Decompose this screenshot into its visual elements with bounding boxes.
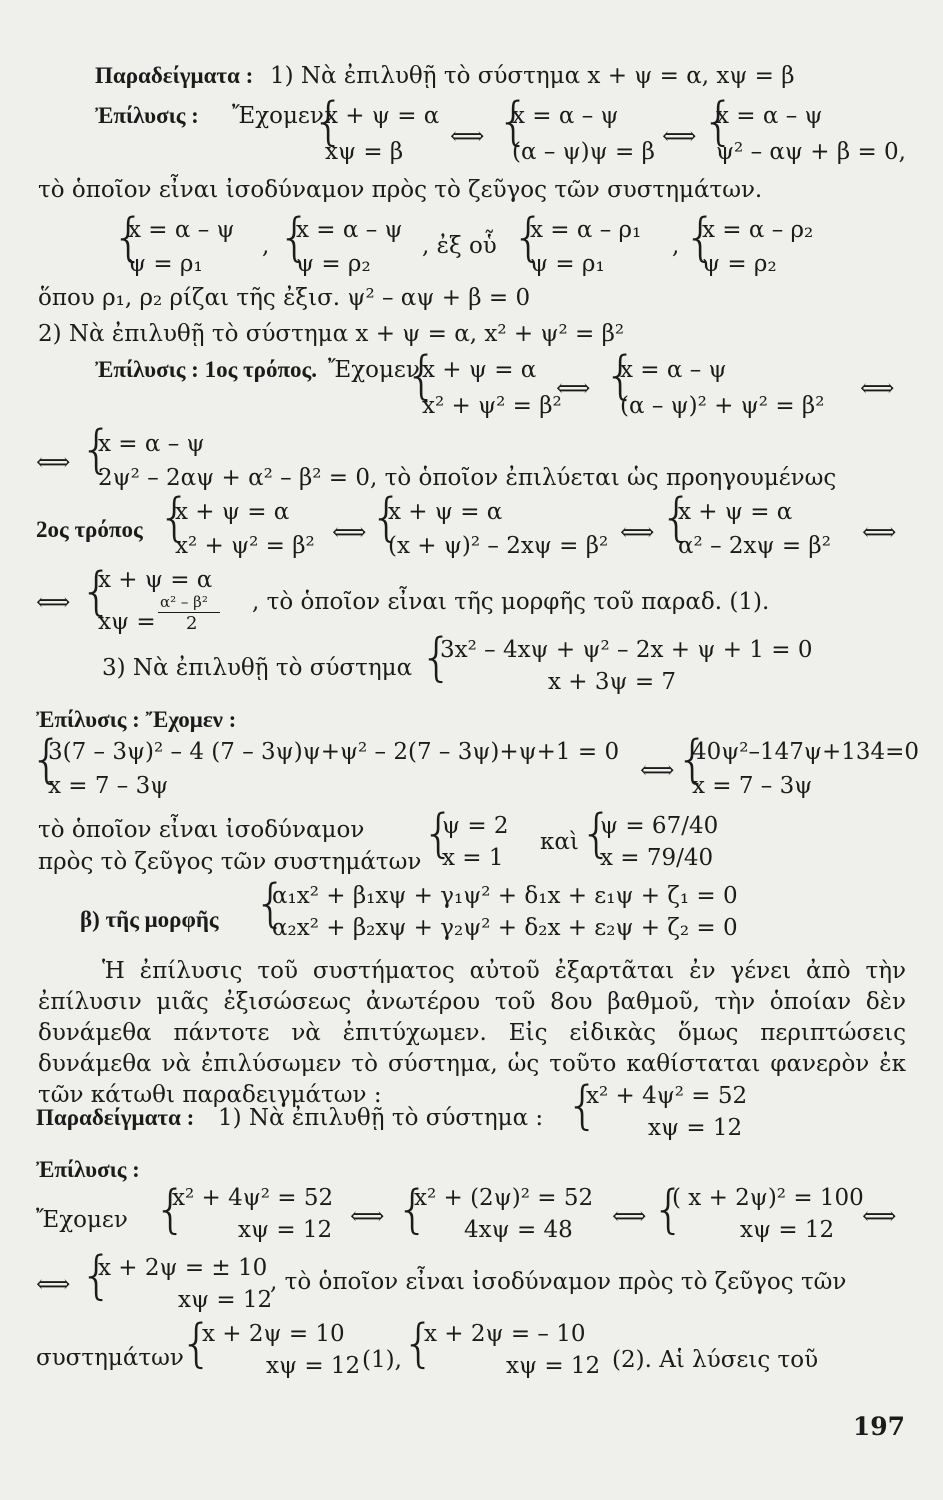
equivalence-arrow-icon: ⟺: [36, 448, 71, 476]
text-line: ὅπου ρ₁, ρ₂ ρίζαι τῆς ἐξισ. ψ² – αψ + β = 0: [38, 285, 531, 311]
equivalence-arrow-icon: ⟺: [662, 122, 697, 150]
brace: {: [660, 488, 694, 548]
equation: x² + ψ² = β²: [422, 393, 562, 419]
solution-heading: Ἐπίλυσις : Ἔχομεν :: [36, 707, 237, 732]
brace: {: [604, 346, 638, 406]
equivalence-arrow-icon: ⟺: [332, 518, 367, 546]
text-line: τὸ ὁποῖον εἶναι ἰσοδύναμον πρὸς τὸ ζεῦγος τῶν συστημάτων.: [38, 177, 763, 203]
examples-heading: Παραδείγματα :: [36, 1105, 195, 1130]
solution-method-1: Ἐπίλυσις : 1ος τρόπος.: [95, 357, 317, 382]
examples-heading: Παραδείγματα :: [95, 63, 254, 88]
brace: {: [370, 488, 404, 548]
brace: {: [402, 1314, 436, 1374]
equation: x + ψ = α: [325, 103, 440, 129]
text-we-have: Ἔχομεν: [232, 103, 324, 129]
equation: x = α – ψ: [128, 217, 235, 243]
equivalence-arrow-icon: ⟺: [350, 1202, 385, 1230]
equation: x = α – ρ₁: [530, 217, 642, 243]
equation: x = 1: [442, 845, 504, 871]
label-system-1: (1),: [362, 1347, 402, 1373]
brace: {: [80, 1246, 114, 1306]
equation: ψ² – αψ + β = 0,: [716, 139, 906, 165]
brace: {: [254, 874, 288, 934]
brace: {: [676, 730, 710, 790]
solution-method-2: 2ος τρόπος: [36, 517, 143, 542]
equation: x = α – ψ: [98, 431, 205, 457]
equation: x² + ψ² = β²: [175, 533, 315, 559]
text-we-have: Ἔχομεν: [328, 357, 420, 383]
brace: {: [312, 92, 346, 152]
brace: {: [80, 420, 114, 480]
equivalence-arrow-icon: ⟺: [862, 1202, 897, 1230]
text-line: (2). Αἱ λύσεις τοῦ: [612, 1347, 819, 1373]
equation: x = α – ψ: [716, 103, 823, 129]
brace: {: [702, 92, 736, 152]
brace: {: [652, 1180, 686, 1240]
equation: x = 79/40: [600, 845, 714, 871]
brace: {: [278, 208, 312, 268]
equation: x + ψ = α: [175, 499, 290, 525]
equation: (α – ψ)² + ψ² = β²: [620, 393, 825, 419]
text-line: πρὸς τὸ ζεῦγος τῶν συστημάτων: [38, 849, 422, 875]
brace: {: [154, 1180, 188, 1240]
equation: x + 2ψ = ± 10: [98, 1255, 268, 1281]
text-and: καὶ: [540, 829, 579, 855]
text-we-have: Ἔχομεν: [36, 1207, 128, 1233]
equation: x + 2ψ = – 10: [424, 1321, 586, 1347]
solution-heading: Ἐπίλυσις :: [95, 103, 199, 128]
equation: xψ = β: [325, 139, 404, 165]
equation: xψ =: [98, 609, 156, 635]
equation: 3(7 – 3ψ)² – 4 (7 – 3ψ)ψ+ψ² – 2(7 – 3ψ)+ψ+1 = 0: [48, 739, 620, 765]
equation: x = α – ψ: [620, 357, 727, 383]
equation: x² + 4ψ² = 52: [172, 1185, 334, 1211]
equation: xψ = 12: [506, 1353, 601, 1379]
brace: {: [580, 804, 614, 864]
equation: ψ = ρ₂: [296, 251, 371, 277]
equation: xψ = 12: [740, 1217, 835, 1243]
equation: x = α – ρ₂: [702, 217, 814, 243]
equation: x + ψ = α: [388, 499, 503, 525]
equation: 3x² – 4xψ + ψ² – 2x + ψ + 1 = 0: [440, 637, 813, 663]
equation: 4xψ = 48: [464, 1217, 573, 1243]
equation: xψ = 12: [238, 1217, 333, 1243]
equivalence-arrow-icon: ⟺: [862, 518, 897, 546]
equivalence-arrow-icon: ⟺: [620, 518, 655, 546]
brace: {: [566, 1076, 600, 1136]
equation: x + ψ = α: [422, 357, 537, 383]
equation: α₁x² + β₁xψ + γ₁ψ² + δ₁x + ε₁ψ + ζ₁ = 0: [272, 883, 738, 909]
brace: {: [80, 562, 114, 622]
equation: 40ψ²–147ψ+134=0: [692, 739, 920, 765]
text-systems: συστημάτων: [36, 1345, 184, 1371]
equation: ( x + 2ψ)² = 100: [672, 1185, 864, 1211]
brace: {: [422, 804, 456, 864]
example-1-statement: 1) Νὰ ἐπιλυθῇ τὸ σύστημα :: [218, 1105, 544, 1131]
equivalence-arrow-icon: ⟺: [860, 374, 895, 402]
equation: (x + ψ)² – 2xψ = β²: [388, 533, 609, 559]
comma: ,: [672, 233, 680, 259]
equation-line: 2ψ² – 2αψ + α² – β² = 0, τὸ ὁποῖον ἐπιλύεται ὡς προηγουμένως: [98, 465, 837, 491]
text-whence: , ἐξ οὗ: [422, 233, 497, 259]
brace: {: [396, 1180, 430, 1240]
brace: {: [112, 208, 146, 268]
example-3-statement: 3) Νὰ ἐπιλυθῇ τὸ σύστημα: [102, 655, 413, 681]
solution-heading: Ἐπίλυσις :: [36, 1157, 140, 1182]
brace: {: [158, 488, 192, 548]
example-2-statement: 2) Νὰ ἐπιλυθῇ τὸ σύστημα x + ψ = α, x² + ψ² = β²: [38, 321, 625, 347]
equation: ψ = ρ₂: [702, 251, 777, 277]
equation: x + 2ψ = 10: [202, 1321, 345, 1347]
equivalence-arrow-icon: ⟺: [36, 588, 71, 616]
equation: x² + 4ψ² = 52: [586, 1083, 748, 1109]
example-1-statement: 1) Νὰ ἐπιλυθῇ τὸ σύστημα x + ψ = α, xψ = β: [270, 63, 795, 89]
brace: {: [30, 730, 64, 790]
form-b-heading: β) τῆς μορφῆς: [80, 907, 219, 932]
fraction-denominator: 2: [186, 613, 198, 634]
equation: (α – ψ)ψ = β: [512, 139, 655, 165]
equivalence-arrow-icon: ⟺: [556, 374, 591, 402]
equation: α² – 2xψ = β²: [678, 533, 831, 559]
page-number: 197: [852, 1412, 905, 1441]
equation: ψ = ρ₁: [530, 251, 605, 277]
equation: xψ = 12: [178, 1287, 273, 1313]
equation: x = α – ψ: [296, 217, 403, 243]
equation: x = 7 – 3ψ: [48, 773, 169, 799]
equation: x + ψ = α: [98, 567, 213, 593]
equation: x = 7 – 3ψ: [692, 773, 813, 799]
equation: x + ψ = α: [678, 499, 793, 525]
equivalence-arrow-icon: ⟺: [612, 1202, 647, 1230]
equivalence-arrow-icon: ⟺: [450, 122, 485, 150]
brace: {: [405, 346, 439, 406]
comma: ,: [262, 233, 270, 259]
paragraph: Ἡ ἐπίλυσις τοῦ συστήματος αὐτοῦ ἐξαρτᾶται ἐν γένει ἀπὸ τὴν ἐπίλυσιν μιᾶς ἐξισώσεως ἀνωτέρου τοῦ 8ου βαθμοῦ, τὴν ὁποίαν δὲν δυνάμεθα πάντοτε νὰ ἐπιτύχωμεν. Εἰς εἰδικὰς ὅμως περιπτώσεις δυνάμεθα νὰ ἐπιλύσωμεν τὸ σύστημα, ὡς τοῦτο καθίσταται φανερὸν ἐκ τῶν κάτωθι παραδειγμάτων :: [38, 958, 906, 1108]
equation: α₂x² + β₂xψ + γ₂ψ² + δ₂x + ε₂ψ + ζ₂ = 0: [272, 915, 738, 941]
brace: {: [497, 92, 531, 152]
equation: ψ = 67/40: [600, 813, 719, 839]
equation: x + 3ψ = 7: [548, 669, 677, 695]
equation: xψ = 12: [266, 1353, 361, 1379]
fraction-numerator: α² – β²: [160, 593, 208, 611]
text-line: , τὸ ὁποῖον εἶναι ἰσοδύναμον πρὸς τὸ ζεῦγος τῶν: [270, 1269, 847, 1295]
text-line: , τὸ ὁποῖον εἶναι τῆς μορφῆς τοῦ παραδ. (1).: [252, 589, 770, 615]
text-line: τὸ ὁποῖον εἶναι ἰσοδύναμον: [38, 817, 365, 843]
brace: {: [684, 208, 718, 268]
equation: xψ = 12: [648, 1115, 743, 1141]
brace: {: [420, 628, 454, 688]
equivalence-arrow-icon: ⟺: [36, 1270, 71, 1298]
brace: {: [180, 1314, 214, 1374]
brace: {: [512, 208, 546, 268]
equivalence-arrow-icon: ⟺: [640, 756, 675, 784]
equation: x = α – ψ: [512, 103, 619, 129]
equation: ψ = 2: [442, 813, 509, 839]
equation: ψ = ρ₁: [128, 251, 203, 277]
equation: x² + (2ψ)² = 52: [414, 1185, 594, 1211]
